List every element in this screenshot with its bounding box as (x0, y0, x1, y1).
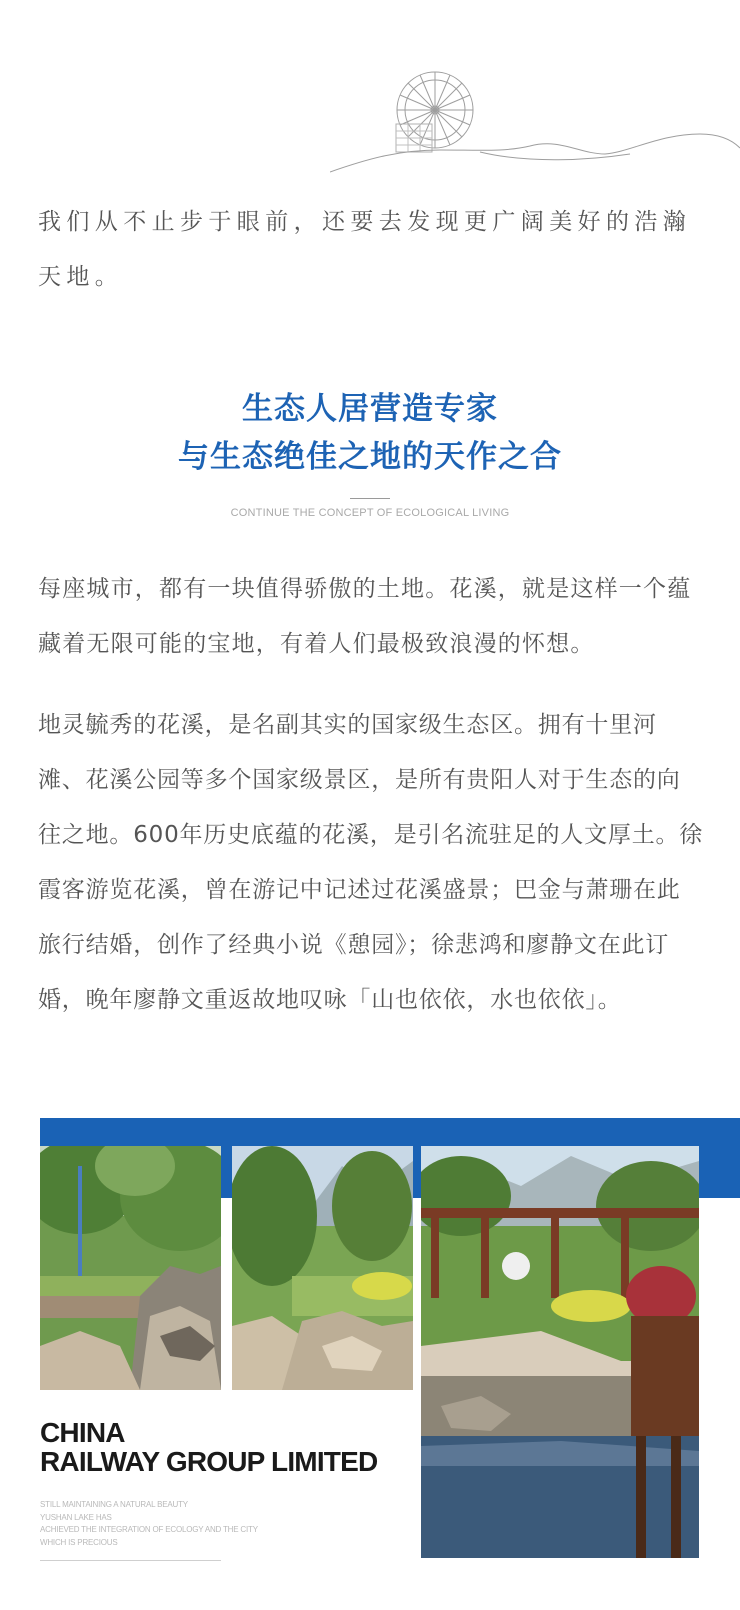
park-garden-photo (232, 1146, 413, 1390)
paragraph-huaxi-history: 地灵毓秀的花溪，是名副其实的国家级生态区。拥有十里河滩、花溪公园等多个国家级景区，是所有贵阳人对于生态的向往之地。600年历史底蕴的花溪，是引名流驻足的人文厚土。徐霞客游览花溪，曾在游记中记述过花溪盛景；巴金与萧珊在此旅行结婚，创作了经典小说《憩园》；徐悲鸿和廖静文在此订婚，晚年廖静文重返故地叹咏「山也依依，水也依依」。 (38, 712, 704, 1013)
section-title-line1: 生态人居营造专家 (242, 391, 498, 427)
section-subtitle-en: CONTINUE THE CONCEPT OF ECOLOGICAL LIVING (230, 507, 510, 519)
tagline-line: YUSHAN LAKE HAS (40, 1512, 112, 1522)
tagline-line: STILL MAINTAINING A NATURAL BEAUTY (40, 1500, 188, 1509)
brand-name (40, 1418, 377, 1476)
waterwheel-line-art-icon (330, 68, 740, 183)
title-divider (350, 498, 390, 499)
section-headline (0, 385, 740, 481)
brand-tagline (40, 1499, 360, 1549)
paragraph-city-pride: 每座城市，都有一块值得骄傲的土地。花溪，就是这样一个蕴藏着无限可能的宝地，有着人们最极致浪漫的怀想。 (38, 576, 692, 657)
photo-gallery (0, 1118, 740, 1610)
tagline-line: WHICH IS PRECIOUS (40, 1537, 118, 1547)
brand-line1: CHINA (40, 1417, 125, 1448)
pavilion-pond-photo (421, 1146, 699, 1558)
section-title-line2: 与生态绝佳之地的天作之合 (178, 439, 562, 475)
park-rockery-photo (40, 1146, 221, 1390)
intro-text: 我们从不止步于眼前，还要去发现更广阔美好的浩瀚天地。 (38, 209, 692, 290)
tagline-line: ACHIEVED THE INTEGRATION OF ECOLOGY AND THE CITY (40, 1525, 258, 1534)
brand-line2: RAILWAY GROUP LIMITED (40, 1446, 378, 1477)
tagline-underline (40, 1560, 221, 1561)
